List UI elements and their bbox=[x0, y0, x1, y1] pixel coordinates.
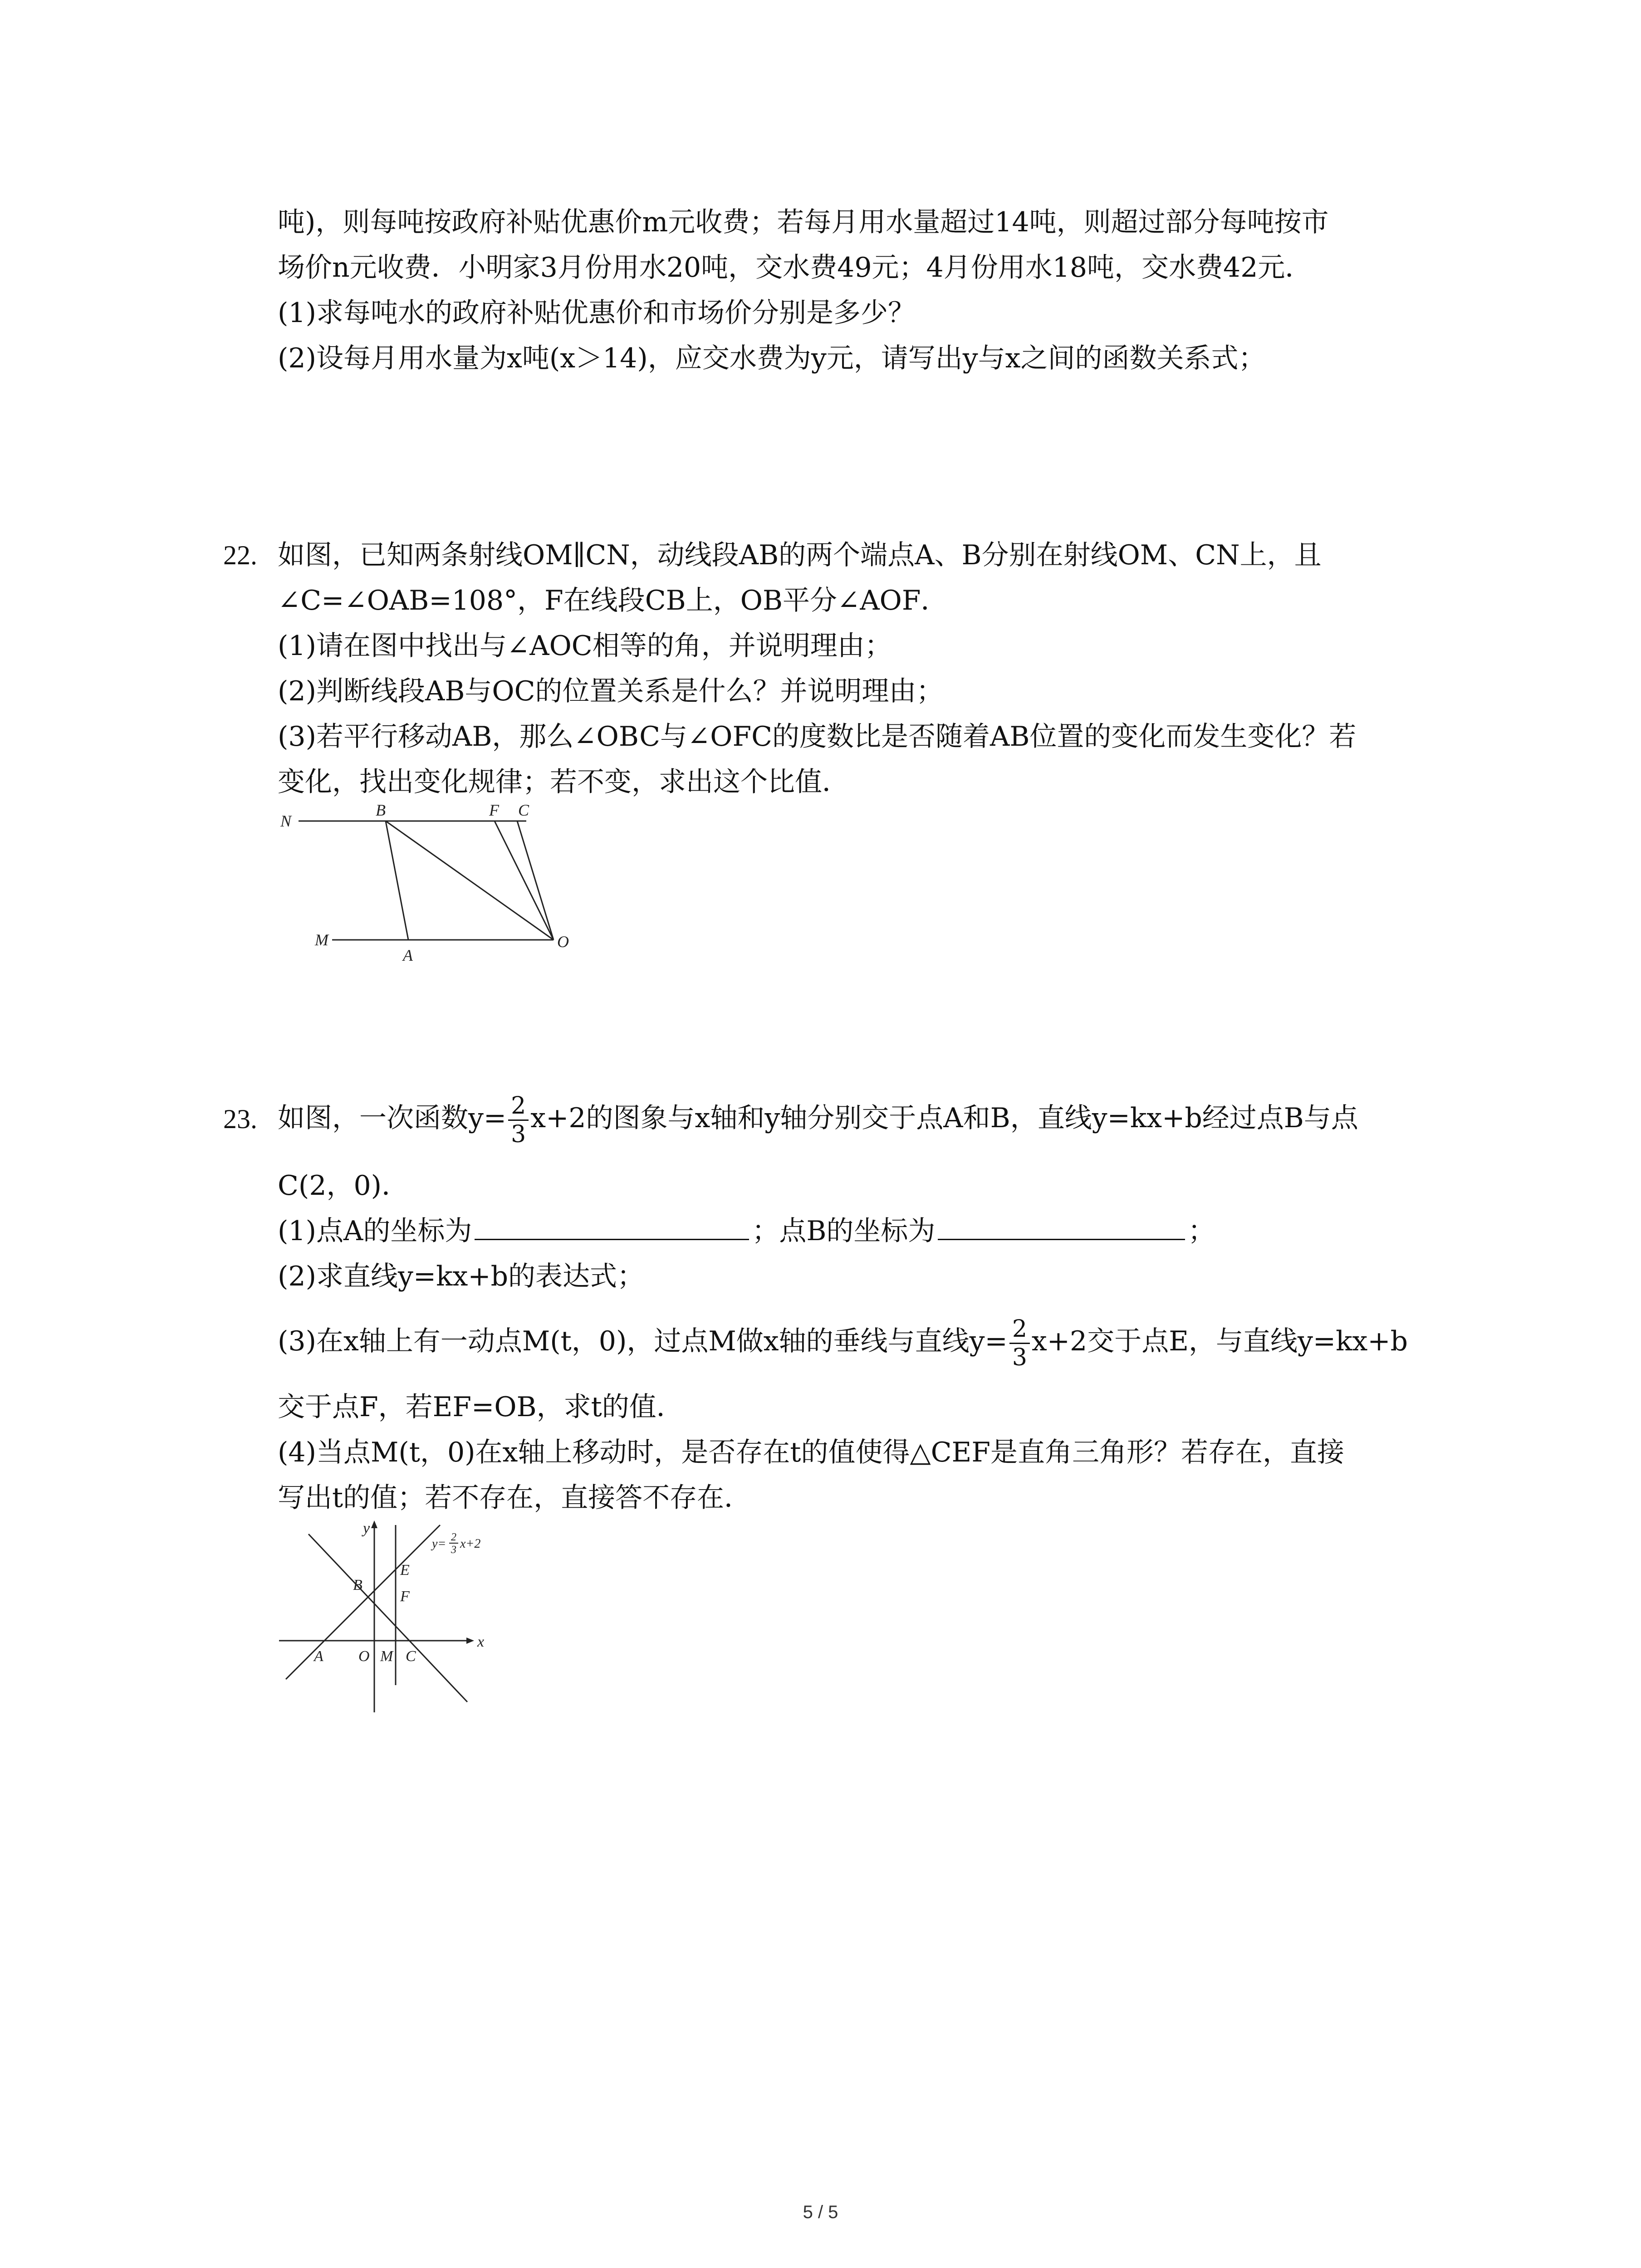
q23-part-3-fraction bbox=[1009, 1315, 1030, 1371]
q22-number: 22. bbox=[223, 540, 257, 570]
q21-line-2: 场价n元收费．小明家3月份用水20吨，交水费49元；4月份用水18吨，交水费42元． bbox=[278, 252, 1313, 284]
label-o: O bbox=[557, 933, 569, 951]
equation-frac-den: 3 bbox=[451, 1544, 456, 1556]
q21-line-3: (1)求每吨水的政府补贴优惠价和市场价分别是多少？ bbox=[278, 297, 915, 329]
equation-pre: y= bbox=[432, 1537, 446, 1551]
segment-fo bbox=[495, 821, 554, 940]
q23-part-4-line-2: 写出t的值；若不存在，直接答不存在． bbox=[278, 1482, 752, 1514]
line-kx-b bbox=[309, 1534, 467, 1702]
answer-blank-b[interactable] bbox=[938, 1214, 1185, 1240]
y-axis-arrow-icon bbox=[371, 1520, 377, 1528]
label-a: A bbox=[314, 1648, 323, 1665]
q23-part-1-mid: ；点B的坐标为 bbox=[752, 1215, 936, 1247]
q23-line-1 bbox=[278, 1089, 1358, 1148]
q21-line-1: 吨)，则每吨按政府补贴优惠价m元收费；若每月用水量超过14吨，则超过部分每吨按市 bbox=[278, 206, 1329, 238]
label-b: B bbox=[376, 803, 386, 819]
q23-part-4-line-1: (4)当点M(t，0)在x轴上移动时，是否存在t的值使得△CEF是直角三角形？若存在，直接 bbox=[278, 1437, 1344, 1468]
q22-line-4: (2)判断线段AB与OC的位置关系是什么？并说明理由； bbox=[278, 675, 944, 707]
q22-line-2: ∠C=∠OAB=108°，F在线段CB上，OB平分∠AOF． bbox=[278, 585, 948, 616]
q22-line-5: (3)若平行移动AB，那么∠OBC与∠OFC的度数比是否随着AB位置的变化而发生变化？若 bbox=[278, 721, 1357, 753]
q23-figure bbox=[272, 1515, 526, 1715]
q23-p3-frac-den: 3 bbox=[1012, 1344, 1027, 1371]
segment-bo bbox=[386, 821, 554, 940]
q23-line-2: C(2，0)． bbox=[278, 1170, 409, 1202]
q23-part-1 bbox=[278, 1212, 1215, 1250]
segment-ab bbox=[386, 821, 408, 940]
q22-figure bbox=[272, 803, 581, 966]
answer-blank-a[interactable] bbox=[475, 1214, 749, 1240]
q23-part-2: (2)求直线y=kx+b的表达式； bbox=[278, 1261, 645, 1292]
label-f: F bbox=[489, 803, 499, 819]
q23-line-1-pre: 如图，一次函数y= bbox=[278, 1102, 507, 1134]
q23-part-1-end: ； bbox=[1188, 1215, 1215, 1247]
q21-line-4: (2)设每月用水量为x吨(x＞14)，应交水费为y元，请写出y与x之间的函数关系式； bbox=[278, 342, 1266, 374]
q22-line-6: 变化，找出变化规律；若不变，求出这个比值． bbox=[278, 766, 849, 798]
label-f: F bbox=[400, 1588, 410, 1605]
q23-part-3-line-2: 交于点F，若EF=OB，求t的值． bbox=[278, 1391, 684, 1423]
label-y: y bbox=[363, 1520, 370, 1537]
label-x: x bbox=[477, 1633, 485, 1650]
label-e: E bbox=[400, 1562, 410, 1579]
q23-frac-den: 3 bbox=[511, 1120, 526, 1148]
q23-p3-frac-num: 2 bbox=[1009, 1315, 1030, 1344]
q22-line-3: (1)请在图中找出与∠AOC相等的角，并说明理由； bbox=[278, 630, 892, 662]
equation-frac-num: 2 bbox=[451, 1531, 456, 1543]
label-c: C bbox=[406, 1648, 416, 1665]
page-number: 5 / 5 bbox=[803, 2202, 838, 2222]
label-m: M bbox=[315, 931, 328, 949]
x-axis-arrow-icon bbox=[466, 1637, 474, 1644]
q23-part-3-post: x+2交于点E，与直线y=kx+b bbox=[1031, 1325, 1408, 1357]
q23-fraction bbox=[508, 1092, 529, 1148]
label-o: O bbox=[358, 1648, 370, 1665]
q23-line-1-post: x+2的图象与x轴和y轴分别交于点A和B，直线y=kx+b经过点B与点 bbox=[530, 1102, 1358, 1134]
q22-line-1: 如图，已知两条射线OM∥CN，动线段AB的两个端点A、B分别在射线OM、CN上，且 bbox=[278, 539, 1322, 571]
label-a: A bbox=[403, 946, 413, 964]
equation-post: x+2 bbox=[460, 1537, 481, 1551]
q23-part-3 bbox=[278, 1312, 1408, 1371]
q23-number: 23. bbox=[223, 1104, 257, 1134]
q23-part-1-pre: (1)点A的坐标为 bbox=[278, 1215, 472, 1247]
label-b: B bbox=[353, 1577, 362, 1593]
label-n: N bbox=[280, 812, 292, 830]
label-m: M bbox=[380, 1648, 393, 1665]
q23-part-3-pre: (3)在x轴上有一动点M(t，0)，过点M做x轴的垂线与直线y= bbox=[278, 1325, 1008, 1357]
label-c: C bbox=[518, 803, 529, 819]
q23-frac-num: 2 bbox=[508, 1092, 529, 1121]
segment-co bbox=[517, 821, 554, 940]
